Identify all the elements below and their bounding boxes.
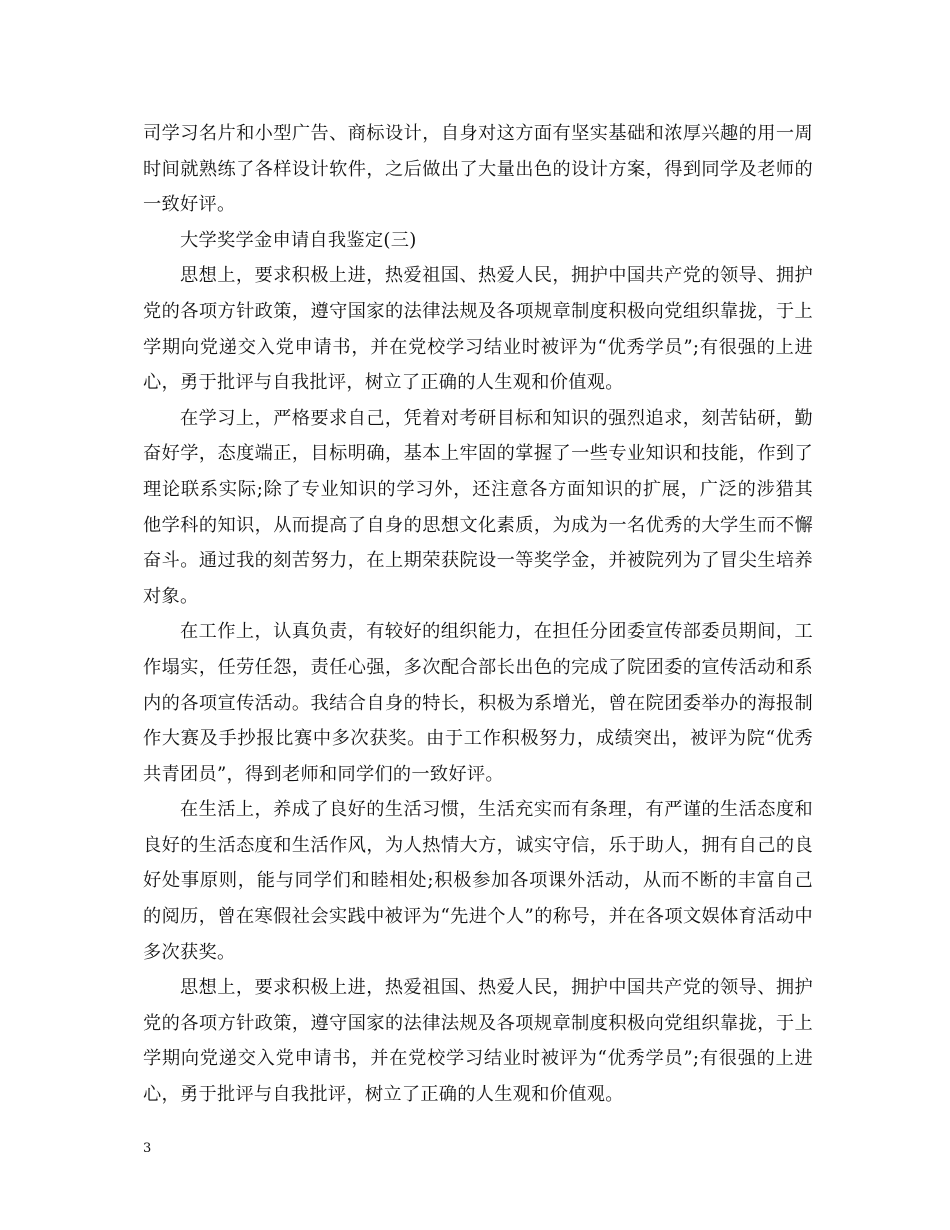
paragraph-work: 在工作上，认真负责，有较好的组织能力，在担任分团委宣传部委员期间，工作塌实，任劳任怨，责任心强，多次配合部长出色的完成了院团委的宣传活动和系内的各项宣传活动。我结合自身的特长，积极为系增光，曾在院团委举办的海报制作大赛及手抄报比赛中多次获奖。由于工作积极努力，成绩突出，被评为院“优秀共青团员”，得到老师和同学们的一致好评。 [143, 621, 813, 785]
paragraph-ideology-repeat: 思想上，要求积极上进，热爱祖国、热爱人民，拥护中国共产党的领导、拥护党的各项方针政策，遵守国家的法律法规及各项规章制度积极向党组织靠拢，于上学期向党递交入党申请书，并在党校学习结业时被评为“优秀学员”;有很强的上进心，勇于批评与自我批评，树立了正确的人生观和价值观。 [143, 977, 813, 1106]
section-heading: 大学奖学金申请自我鉴定(三) [180, 229, 417, 251]
paragraph-life: 在生活上，养成了良好的生活习惯，生活充实而有条理，有严谨的生活态度和良好的生活态度和生活作风，为人热情大方，诚实守信，乐于助人，拥有自己的良好处事原则，能与同学们和睦相处;积极参加各项课外活动，从而不断的丰富自己的阅历，曾在寒假社会实践中被评为“先进个人”的称号，并在各项文娱体育活动中多次获奖。 [143, 799, 813, 963]
document-body [143, 116, 813, 1113]
page-number: 3 [143, 1141, 152, 1156]
paragraph-study: 在学习上，严格要求自己，凭着对考研目标和知识的强烈追求，刻苦钻研，勤奋好学，态度端正，目标明确，基本上牢固的掌握了一些专业知识和技能，作到了理论联系实际;除了专业知识的学习外，还注意各方面知识的扩展，广泛的涉猎其他学科的知识，从而提高了自身的思想文化素质，为成为一名优秀的大学生而不懈奋斗。通过我的刻苦努力，在上期荣获院设一等奖学金，并被院列为了冒尖生培养对象。 [143, 407, 813, 607]
paragraph-ideology: 思想上，要求积极上进，热爱祖国、热爱人民，拥护中国共产党的领导、拥护党的各项方针政策，遵守国家的法律法规及各项规章制度积极向党组织靠拢，于上学期向党递交入党申请书，并在党校学习结业时被评为“优秀学员”;有很强的上进心，勇于批评与自我批评，树立了正确的人生观和价值观。 [143, 265, 813, 394]
paragraph-continuation: 司学习名片和小型广告、商标设计，自身对这方面有坚实基础和浓厚兴趣的用一周时间就熟练了各样设计软件，之后做出了大量出色的设计方案，得到同学及老师的一致好评。 [143, 123, 813, 216]
